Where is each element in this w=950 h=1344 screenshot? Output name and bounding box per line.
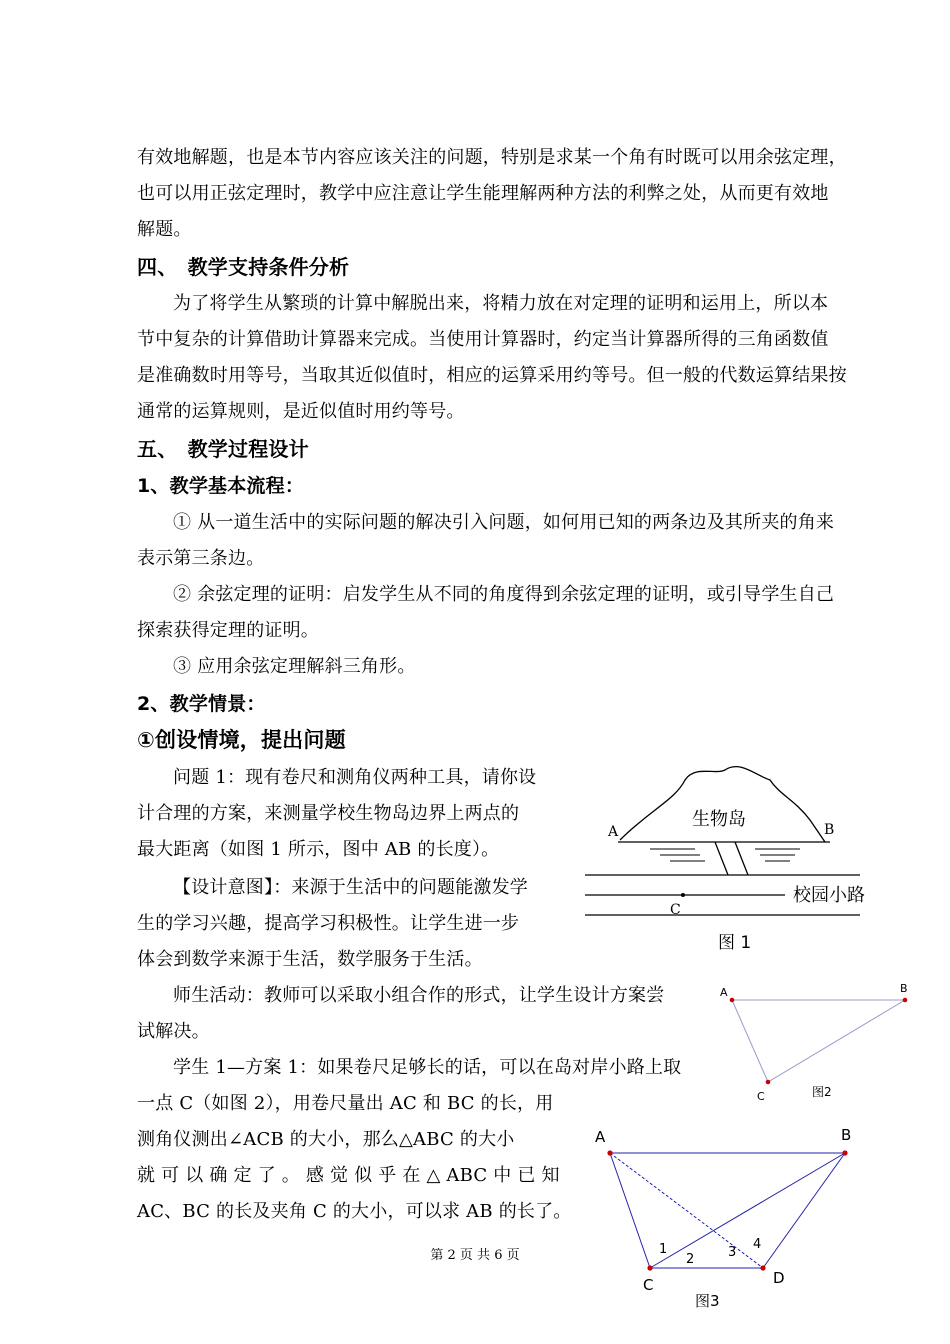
fig3-point-a: A (595, 1128, 606, 1146)
student-plan-1-cont: 测角仪测出∠ACB 的大小，那么△ABC 的大小 (137, 1129, 515, 1150)
figure-1 (580, 760, 870, 960)
subheading-situation: 2、教学情景： (137, 693, 266, 715)
fig1-point-a: A (608, 824, 619, 840)
question-1-cont: 最大距离（如图 1 所示，图中 AB 的长度）。 (137, 839, 500, 860)
flow-step-2: ② 余弦定理的证明：启发学生从不同的角度得到余弦定理的证明，或引导学生自己 (173, 584, 835, 605)
fig3-point-b: B (841, 1126, 852, 1144)
flow-step-2-cont: 探索获得定理的证明。 (137, 620, 319, 641)
flow-step-1-cont: 表示第三条边。 (137, 548, 265, 569)
paragraph-line: 为了将学生从繁琐的计算中解脱出来，将精力放在对定理的证明和运用上，所以本 (173, 293, 829, 314)
situation-heading: ①创设情境，提出问题 (137, 728, 346, 752)
fig2-point-a: A (720, 986, 728, 999)
fig2-caption: 图2 (812, 1085, 832, 1099)
flow-step-1: ① 从一道生活中的实际问题的解决引入问题，如何用已知的两条边及其所夹的角来 (173, 512, 835, 533)
section-heading-4: 四、 教学支持条件分析 (137, 255, 350, 279)
question-1-cont: 计合理的方案，来测量学校生物岛边界上两点的 (137, 803, 520, 824)
paragraph-line: 通常的运算规则，是近似值时用约等号。 (137, 401, 465, 422)
student-plan-1-cont: AC、BC 的长及夹角 C 的大小，可以求 AB 的长了。 (137, 1201, 572, 1222)
fig3-angle-2: 2 (686, 1252, 695, 1267)
teacher-activity-cont: 试解决。 (137, 1021, 210, 1042)
fig2-point-c: C (757, 1090, 765, 1103)
fig3-angle-1: 1 (659, 1242, 668, 1257)
paragraph-line: 节中复杂的计算借助计算器来完成。当使用计算器时，约定当计算器所得的三角函数值 (137, 329, 829, 350)
paragraph-line: 也可以用正弦定理时，教学中应注意让学生能理解两种方法的利弊之处，从而更有效地 (137, 183, 829, 204)
fig3-angle-3: 3 (728, 1245, 737, 1260)
flow-step-3: ③ 应用余弦定理解斜三角形。 (173, 656, 416, 677)
island-outline (620, 767, 825, 842)
fig1-point-b: B (824, 822, 835, 838)
subheading-flow: 1、教学基本流程： (137, 475, 305, 497)
figure-2 (710, 978, 920, 1108)
design-intent-cont: 生的学习兴趣，提高学习积极性。让学生进一步 (137, 913, 520, 934)
fig2-point-b: B (900, 982, 908, 995)
paragraph-line: 是准确数时用等号，当取其近似值时，相应的运算采用约等号。但一般的代数运算结果按 (137, 365, 847, 386)
island-hatch (650, 849, 800, 861)
fig1-point-c: C (670, 902, 681, 918)
student-plan-1-cont: 一点 C（如图 2），用卷尺量出 AC 和 BC 的长，用 (137, 1093, 554, 1114)
fig1-island-label: 生物岛 (692, 809, 746, 830)
fig3-point-c: C (643, 1276, 654, 1294)
fig3-caption: 图3 (695, 1292, 720, 1310)
fig2-triangle (732, 1000, 905, 1082)
design-intent-cont: 体会到数学来源于生活，数学服务于生活。 (137, 949, 483, 970)
student-plan-1: 学生 1—方案 1：如果卷尺足够长的话，可以在岛对岸小路上取 (173, 1057, 682, 1078)
fig3-angle-4: 4 (753, 1237, 762, 1252)
fig1-caption: 图 1 (718, 933, 752, 953)
fig3-point-d: D (773, 1269, 785, 1287)
section-heading-5: 五、 教学过程设计 (137, 437, 309, 461)
question-1: 问题 1：现有卷尺和测角仪两种工具，请你设 (173, 767, 537, 788)
figure-3 (585, 1120, 875, 1315)
design-intent: 【设计意图】：来源于生活中的问题能激发学 (173, 877, 528, 898)
paragraph-line: 解题。 (137, 219, 192, 240)
fig1-road-label: 校园小路 (793, 885, 865, 906)
paragraph-line: 有效地解题，也是本节内容应该关注的问题，特别是求某一个角有时既可以用余弦定理， (137, 147, 847, 168)
page-footer: 第 2 页 共 6 页 (430, 1248, 520, 1263)
teacher-activity: 师生活动：教师可以采取小组合作的形式，让学生设计方案尝 (173, 985, 665, 1006)
student-plan-1-cont: 就 可 以 确 定 了 。 感 觉 似 乎 在 △ ABC 中 已 知 (137, 1165, 560, 1186)
